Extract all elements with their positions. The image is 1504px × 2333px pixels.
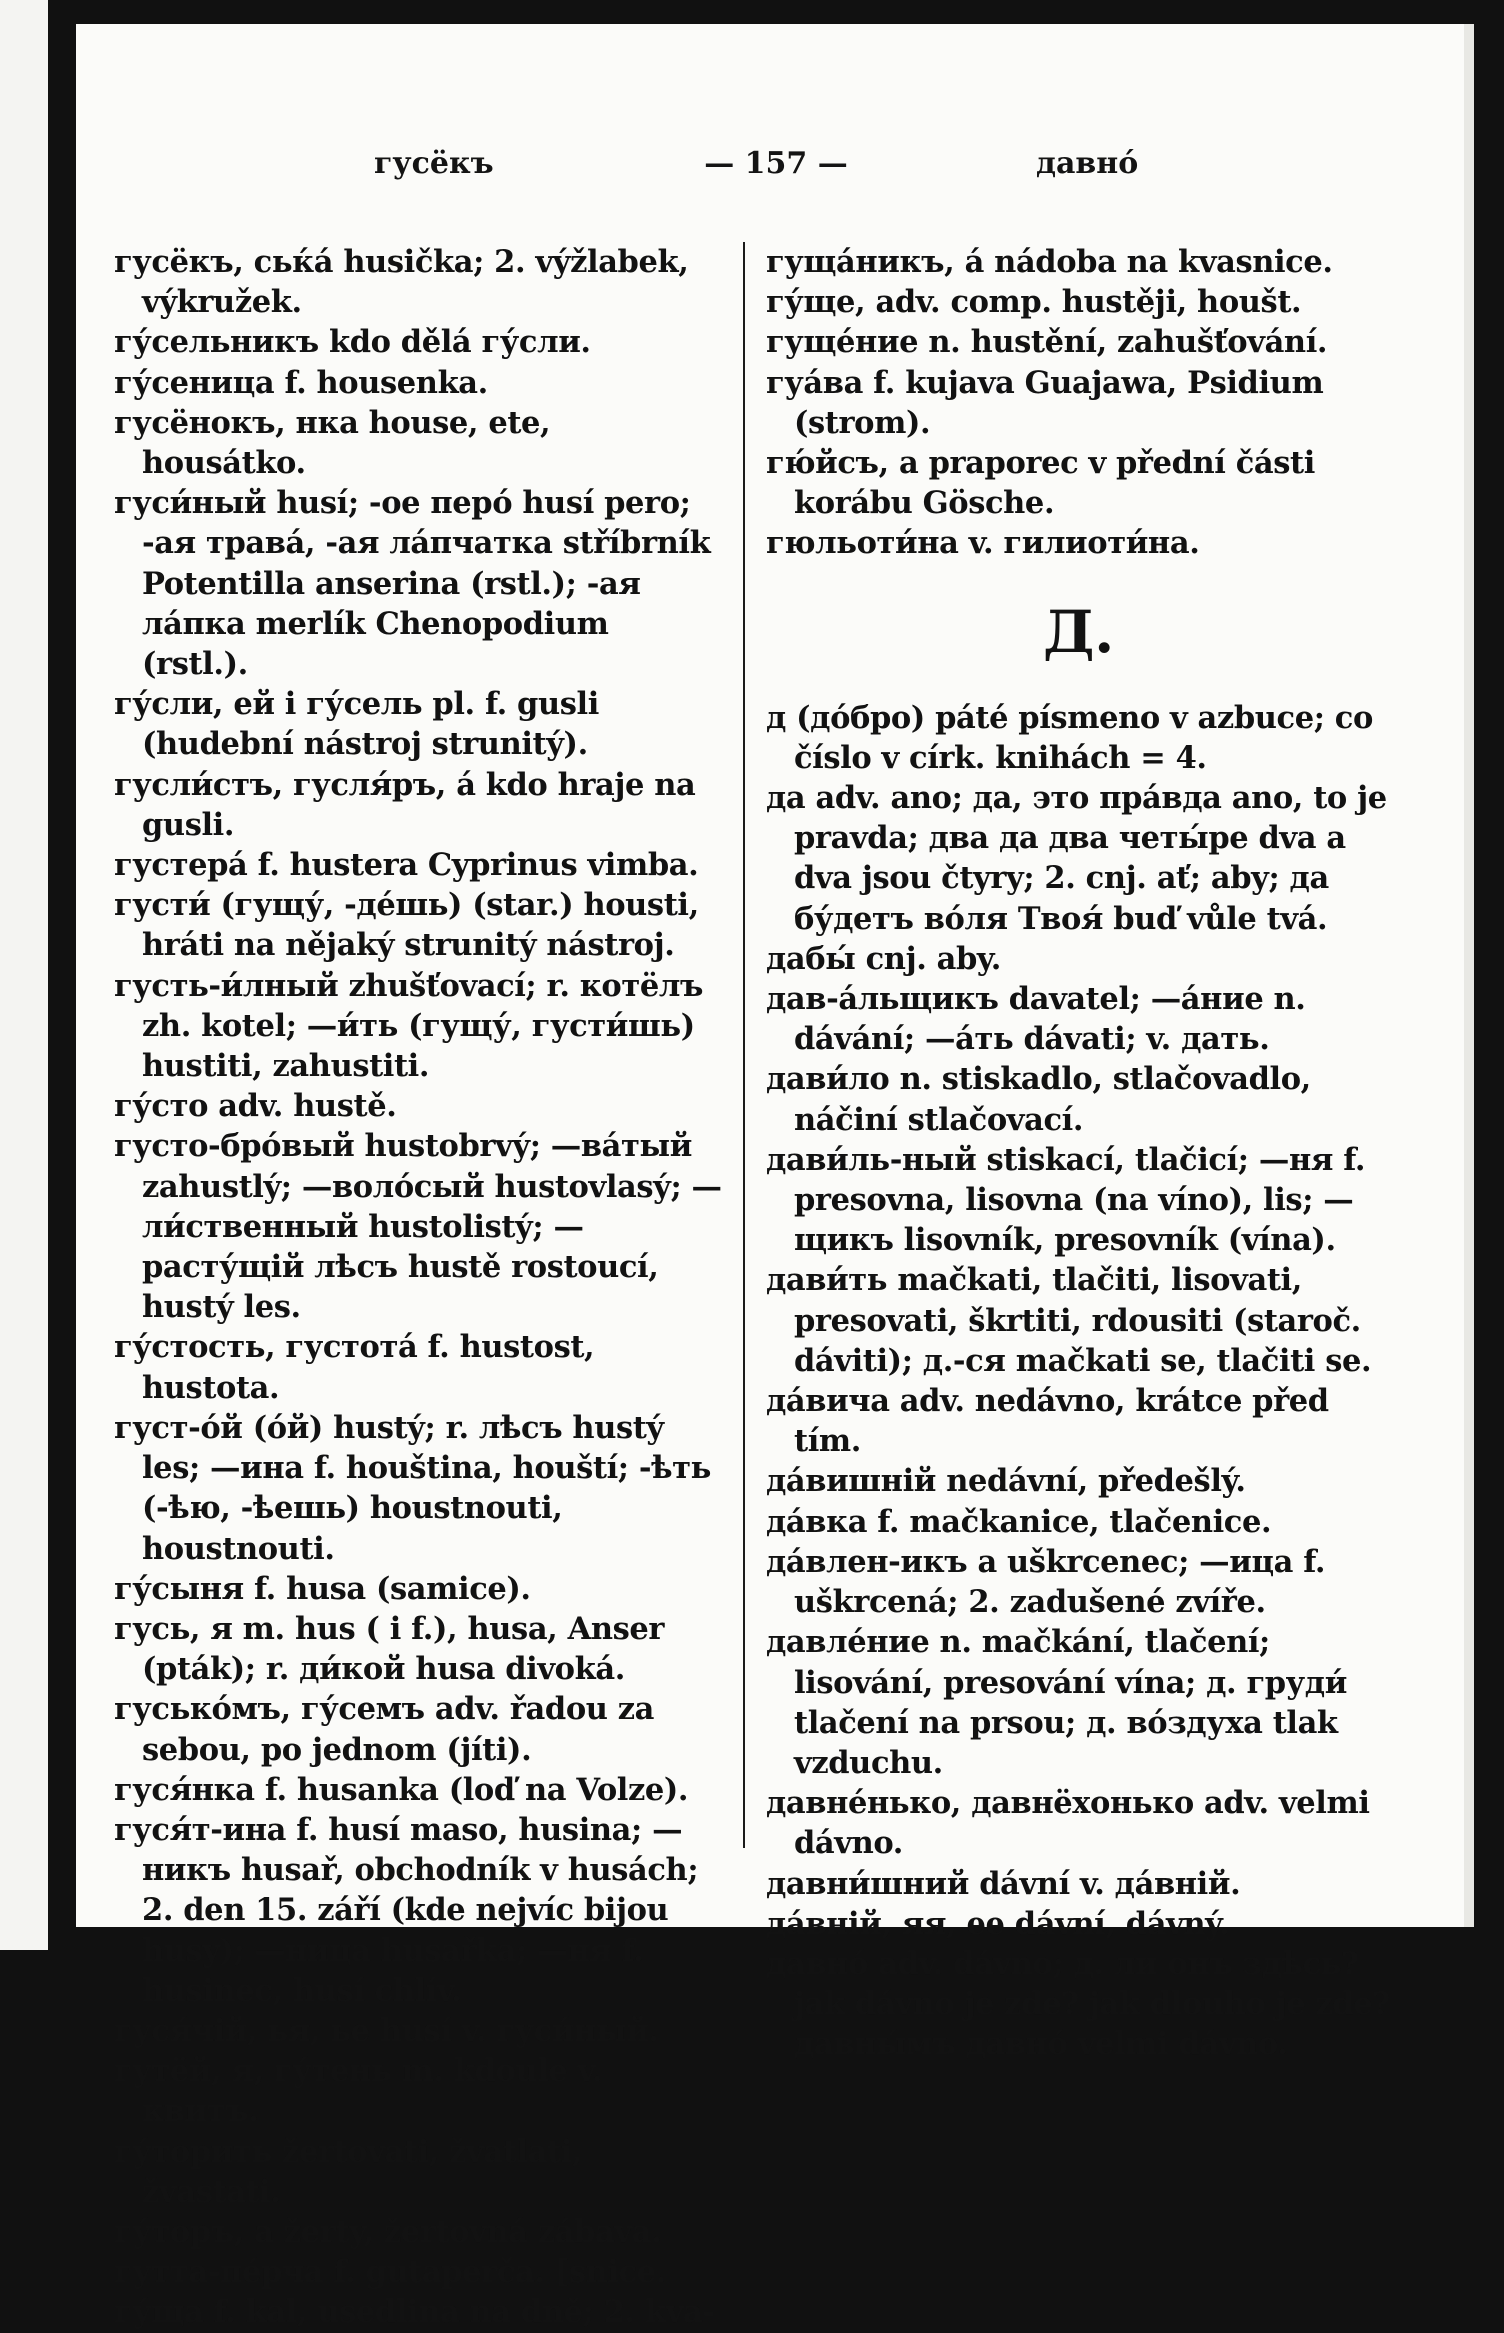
entry: давне́нько, давнёхонько adv. velmi dávno. (766, 1785, 1370, 1862)
entry: да adv. ano; да, это пра́вда ano, to je pravda; два да два четы́ре dva a dva jsou čtyry; 2. cnj. ať; aby; да бу́детъ во́ля Твоя́ buď vůle tvá. (766, 780, 1387, 937)
dictionary-page (76, 24, 1474, 2331)
entry: гу́сеница f. housenka. (114, 364, 488, 401)
entry: гу́ще, adv. comp. hustěji, houšt. (766, 284, 1302, 321)
entry: гу́торъ, a žerty, žertovná zábava. (114, 2213, 662, 2250)
previous-page-edge (0, 0, 48, 1950)
section-letter-heading: Д. (1043, 597, 1114, 666)
entry: гюльоти́на v. гилиоти́на. (766, 525, 1200, 562)
entry: гуа́ва f. kujava Guajawa, Psidium (strom). (766, 364, 1324, 441)
column-divider (743, 242, 745, 1848)
entry: гутёй, я, гу́тень m. kdoule v. квитъ. (114, 2053, 603, 2130)
entry: гу́ща f. kal, usedlina na dně; 2. kva- (114, 2294, 715, 2331)
entry: гусёкъ, сьќа́ husička; 2. výžlabek, výkružek. (114, 244, 689, 321)
entry: да́вишній nedávní, předešlý. (766, 1463, 1246, 1500)
entry: гуща́никъ, á nádoba na kvasnice. (766, 244, 1333, 280)
entry: гуси́ный husí; -ое перо́ husí pero; -ая трава́, -ая ла́пчатка stříbrník Potentilla anserina (rstl.); -ая ла́пка merlík Chenopodium (rstl.). (114, 485, 711, 683)
running-header (76, 146, 1474, 196)
entry: густ-о́й (óй) hustý; r. лѣсъ hustý les; —ина f. houština, houští; -ѣть (-ѣю, -ѣешь) houstnouti, houstnouti. (114, 1409, 711, 1567)
entry: дабы́ cnj. aby. (766, 940, 1001, 977)
entry: дави́ль-ный stiskací, tlačicí; —ня f. presovna, lisovna (na víno), lis; —щикъ lisovník, presovník (vína). (766, 1141, 1366, 1259)
entry: гуще́ние n. hustění, zahušťování. (766, 324, 1328, 361)
entry: густера́ f. hustera Cyprinus vimba. (114, 847, 699, 884)
entry: густо-бро́вый hustobrvý; —ва́тый zahustlý; —воло́сый hustovlasý; —ли́ственный hustolistý; —расту́щій лѣсъ hustě rostoucí, hustý les. (114, 1128, 722, 1326)
entry: гу́сельникъ kdo dělá гу́сли. (114, 324, 591, 361)
entry: дави́ло n. stiskadlo, stlačovadlo, náčiní stlačovací. (766, 1061, 1311, 1138)
header-last-word: давно́ (1036, 146, 1139, 181)
entry: гуся́т-ина f. husí maso, husina; —никъ husař, obchodník v husách; 2. den 15. září (kde nejvíc bijou husy); —ница husařka; —ня f. husinec, husí chlív. (114, 1811, 699, 2009)
entry: да́вка f. mačkanice, tlačenice. (766, 1503, 1272, 1540)
entry: гу́сли, ей i гу́сель pl. f. gusli (hudební nástroj strunitý). (114, 686, 599, 763)
entry: гю́йсъ, a praporec v přední části korábu Gösche. (766, 445, 1315, 522)
left-column (114, 242, 722, 2333)
entry: да́влен-икъ a uškrcenec; —ица f. uškrcená; 2. zadušené zvíře. (766, 1543, 1326, 1621)
entry: гу́сто adv. hustě. (114, 1088, 397, 1125)
entry: давле́ние n. mačkání, tlačení; lisování, presování vína; д. груди́ tlačení na prsou; д. во́здуха tlak vzduchu. (766, 1624, 1347, 1781)
entry: да́вній, яя, ее dávní, dávný. (766, 1905, 1230, 1942)
right-column (766, 242, 1391, 2065)
entry: гу́торить žertovati, žvatlati, žvastati. (114, 2133, 583, 2210)
entry: гу́стость, густота́ f. hustost, hustota. (114, 1329, 595, 1406)
entry: гусько́мъ, гу́семъ adv. řadou za sebou, po jednom (jíti). (114, 1691, 655, 1768)
page-number: — 157 — (704, 146, 848, 181)
entry: густь-и́лный zhušťovací; r. котёлъ zh. kotel; —и́ть (гущу́, густи́шь) hustiti, zahustiti. (114, 967, 703, 1085)
entry: да́вича adv. nedávno, krátce před tím. (766, 1383, 1329, 1460)
entry: гутта-пе́рча f. gutaperča. [snice. (114, 2254, 666, 2291)
entry: дави́ть mačkati, tlačiti, lisovati, presovati, škrtiti, rdousiti (staroč. dáviti); д.-ся mačkati se, tlačiti se. (766, 1262, 1372, 1379)
entry: гусь, я m. hus ( i f.), husa, Anser (pták); r. ди́кой husa divoká. (114, 1610, 665, 1688)
entry: гусли́стъ, гусля́ръ, á kdo hraje na gusli. (114, 766, 696, 843)
header-first-word: гусёкъ (374, 146, 494, 181)
entry: гу́сыня f. husa (samice). (114, 1570, 531, 1607)
entry: гуся́нка f. husanka (loď na Volze). (114, 1771, 689, 1808)
entry: д (до́бро) páté písmeno v azbuce; co číslo v círk. knihách = 4. (766, 699, 1373, 776)
entry: давно́ adv. dávno; д. ли онъ здѣсь? jak dávno je zde? jak dlouho je zde? давны́мъ давно́ velmi dávno. (766, 1945, 1390, 2063)
entry: гуся́чій, ья, ье husí v. гуси́ный. (114, 2012, 659, 2049)
entry: дав-а́льщикъ davatel; —а́ние n. dávání; —а́ть dávati; v. дать. (766, 981, 1306, 1058)
entry: давни́шний dávní v. да́вній. (766, 1865, 1241, 1902)
entry: гусёнокъ, нка house, ete, housátko. (114, 404, 551, 482)
entry: густи́ (гущу́, -де́шь) (star.) housti, hráti na nějaký strunitý nástroj. (114, 887, 699, 964)
